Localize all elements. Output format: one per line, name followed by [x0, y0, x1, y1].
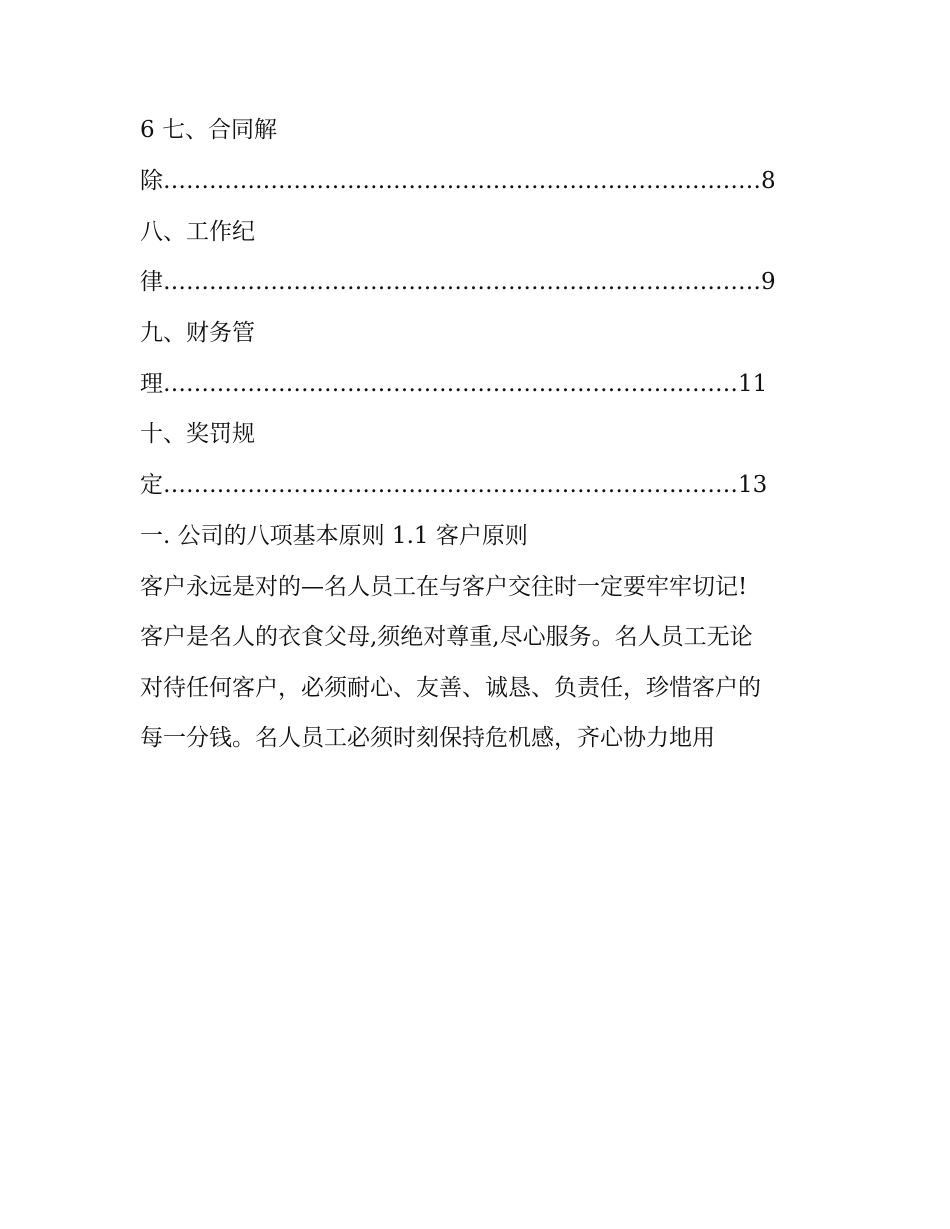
body-paragraph-line: 每一分钱。名人员工必须时刻保持危机感，齐心协力地用 — [140, 725, 715, 751]
section-heading: 一. 公司的八项基本原则 1.1 客户原则 — [140, 523, 528, 549]
toc-page-number: 13 — [738, 472, 768, 498]
toc-entry-leader-line[interactable] — [140, 166, 776, 196]
body-paragraph-line: 客户永远是对的—名人员工在与客户交往时一定要牢牢切记! — [140, 574, 748, 600]
toc-entry-title: 九、财务管 — [140, 320, 255, 346]
toc-dot-leader: ………………………………………………………………… — [163, 371, 738, 397]
toc-entry-tail: 理 — [140, 371, 163, 397]
toc-dot-leader: …………………………………………………………………… — [163, 269, 761, 295]
toc-entry-tail: 律 — [140, 269, 163, 295]
toc-entry-leader-line[interactable] — [140, 369, 767, 399]
toc-entry-title: 八、工作纪 — [140, 219, 255, 245]
body-paragraph-line: 客户是名人的衣食父母,须绝对尊重,尽心服务。名人员工无论 — [140, 624, 753, 650]
body-paragraph-line: 对待任何客户，必须耐心、友善、诚恳、负责任，珍惜客户的 — [140, 675, 761, 701]
toc-entry-title: 十、奖罚规 — [140, 421, 255, 447]
toc-entry-tail: 定 — [140, 472, 163, 498]
toc-page-number: 8 — [761, 168, 776, 194]
toc-entry-tail: 除 — [140, 168, 163, 194]
toc-entry-title: 6 七、合同解 — [140, 117, 277, 143]
toc-dot-leader: …………………………………………………………………… — [163, 168, 761, 194]
toc-page-number: 11 — [738, 371, 768, 397]
toc-entry-leader-line[interactable] — [140, 470, 767, 500]
toc-dot-leader: ………………………………………………………………… — [163, 472, 738, 498]
toc-entry-leader-line[interactable] — [140, 267, 776, 297]
toc-page-number: 9 — [761, 269, 776, 295]
